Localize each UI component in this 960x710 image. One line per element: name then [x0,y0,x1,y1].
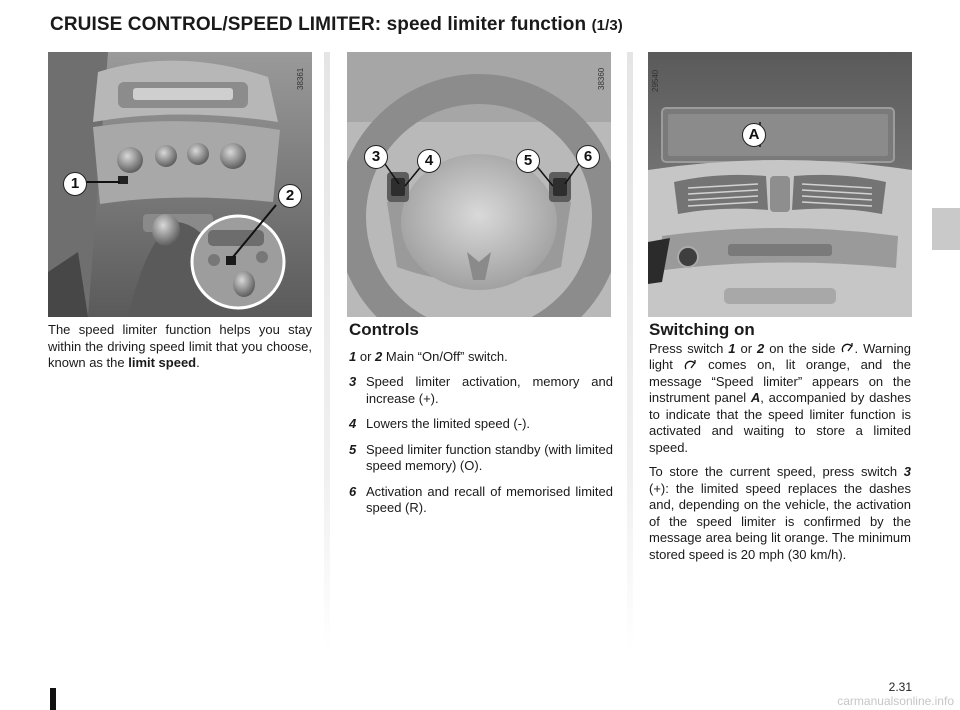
switching-on-paragraph-2: To store the current speed, press switch 3 (+): the limited speed replaces the dashes and, depending on the vehicle, the activation of the speed limiter is confirmed by the message area being lit orange. The minimum stored speed is 20 mph (30 km/h). [649,464,911,562]
controls-section [349,322,613,526]
list-item: 1 or 2 Main “On/Off” switch. [349,348,508,364]
switching-on-section [649,322,911,571]
instrument-panel-illustration [648,52,912,317]
callout-4: 4 [417,149,441,173]
column-divider-2 [627,52,633,652]
watermark: carmanualsonline.info [837,694,954,708]
corner-mark [50,688,56,710]
page-title-suffix: (1/3) [591,17,623,34]
controls-heading: Controls [349,320,419,339]
limit-speed-term: limit speed [128,355,197,370]
callout-3: 3 [364,145,388,169]
callout-5: 5 [516,149,540,173]
callout-A: A [742,123,766,147]
column-divider-1 [324,52,330,652]
list-item: 4 Lowers the limited speed (-). [349,416,531,431]
page-title [50,14,623,36]
dashboard-illustration [48,52,312,317]
steering-wheel-photo [347,52,611,317]
list-item: 6 Activation and recall of memorised limited speed (R). [349,483,613,515]
image-code: 38361 [296,67,305,90]
callout-1: 1 [63,172,87,196]
dashboard-photo [48,52,312,317]
speed-limiter-icon [841,342,855,356]
switching-on-heading: Switching on [649,320,755,339]
steering-wheel-illustration [347,52,611,317]
callout-6: 6 [576,145,600,169]
list-item: 5 Speed limiter function standby (with limited speed memory) (O). [349,441,613,473]
callout-2: 2 [278,184,302,208]
speed-limiter-icon [684,359,698,373]
image-code: 29540 [651,69,660,92]
image-code: 38360 [597,67,606,90]
switching-on-paragraph-1: Press switch 1 or 2 on the side . Warning light comes on, lit orange, and the message “Speed limiter” appears on the instrument panel A, accompanied by dashes to indicate that the speed limiter function is activated and waiting to store a limited speed. [649,340,912,455]
instrument-panel-photo [648,52,912,317]
page-title-main: CRUISE CONTROL/SPEED LIMITER: speed limiter function [50,14,592,35]
page-number: 2.31 [888,680,912,694]
list-item: 3 Speed limiter activation, memory and increase (+). [349,374,613,406]
intro-text: The speed limiter function helps you stay within the driving speed limit that you choose, known as the limit speed. [48,322,312,370]
section-tab [932,208,960,250]
